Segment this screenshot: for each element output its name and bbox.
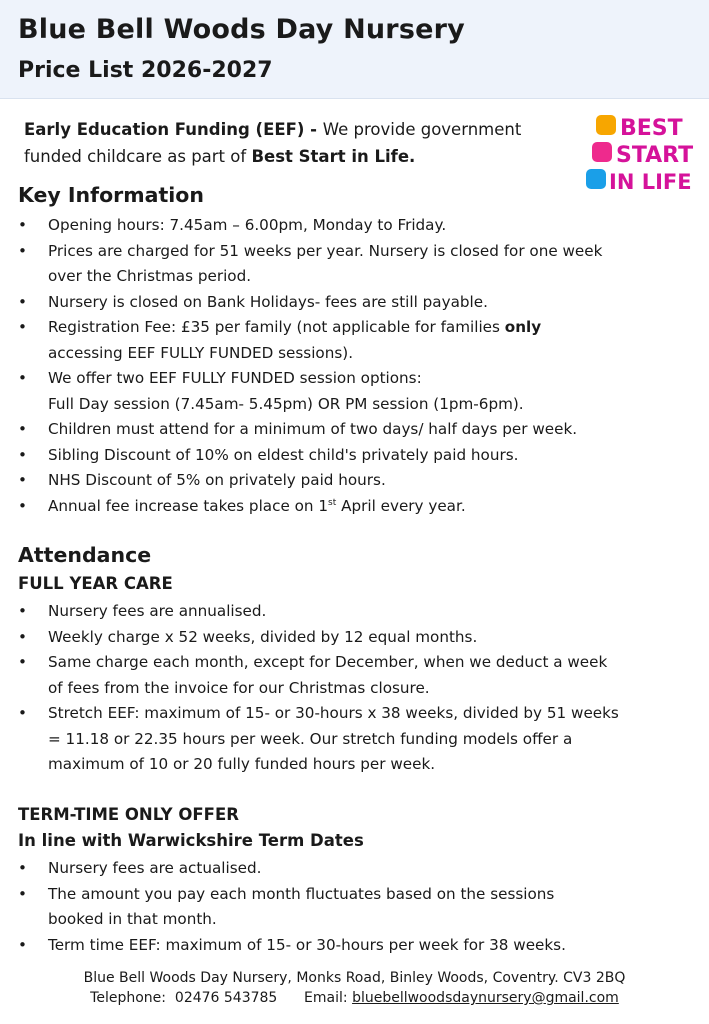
key-info-heading: Key Information <box>18 183 204 207</box>
email-label: Email: <box>304 990 348 1006</box>
logo-orange-block <box>596 115 616 135</box>
list-item: • Registration Fee: £35 per family (not applicable for families only accessing EEF FULLY FUNDED sessions). <box>18 315 698 366</box>
list-item: • NHS Discount of 5% on privately paid hours. <box>18 468 698 494</box>
key-info-list <box>18 213 698 519</box>
eef-text-2: funded childcare as part of <box>24 147 252 166</box>
attendance-heading: Attendance <box>18 543 152 567</box>
footer-address: Blue Bell Woods Day Nursery, Monks Road, Binley Woods, Coventry. CV3 2BQ <box>83 970 626 986</box>
list-item: • Same charge each month, except for December, when we deduct a week of fees from the invoice for our Christmas closure. <box>18 650 698 701</box>
best-start-name: Best Start in Life. <box>251 147 416 166</box>
list-item: • Term time EEF: maximum of 15- or 30-hours per week for 38 weeks. <box>18 933 698 959</box>
term-time-list <box>18 856 698 958</box>
list-item: • Weekly charge x 52 weeks, divided by 12 equal months. <box>18 625 698 651</box>
page-title: Blue Bell Woods Day Nursery <box>18 14 465 45</box>
list-item: • Sibling Discount of 10% on eldest child's privately paid hours. <box>18 443 698 469</box>
list-item: • Opening hours: 7.45am – 6.00pm, Monday to Friday. <box>18 213 698 239</box>
best-start-logo <box>582 112 707 194</box>
page-header <box>0 0 709 99</box>
list-item: • Stretch EEF: maximum of 15- or 30-hours x 38 weeks, divided by 51 weeks = 11.18 or 22.35 hours per week. Our stretch funding models offer a maximum of 10 or 20 fully funded hours per week. <box>18 701 698 778</box>
list-item: • Nursery fees are annualised. <box>18 599 698 625</box>
logo-pink-block <box>592 142 612 162</box>
list-item: • Nursery fees are actualised. <box>18 856 698 882</box>
eef-intro <box>24 116 589 170</box>
list-item: • The amount you pay each month fluctuates based on the sessions booked in that month. <box>18 882 698 933</box>
list-item: • Prices are charged for 51 weeks per year. Nursery is closed for one week over the Christmas period. <box>18 239 698 290</box>
full-year-care-list <box>18 599 698 778</box>
page-footer <box>0 970 709 1006</box>
logo-word-start: START <box>616 143 694 168</box>
eef-text-1: We provide government <box>322 120 522 139</box>
full-year-care-heading: FULL YEAR CARE <box>18 574 173 593</box>
list-item: • We offer two EEF FULLY FUNDED session options: Full Day session (7.45am- 5.45pm) OR PM session (1pm-6pm). <box>18 366 698 417</box>
logo-word-best: BEST <box>620 116 683 141</box>
page-subtitle: Price List 2026-2027 <box>18 58 273 83</box>
telephone-number: 02476 543785 <box>174 990 278 1006</box>
eef-label: Early Education Funding (EEF) - <box>24 120 323 139</box>
term-time-subheading: In line with Warwickshire Term Dates <box>18 831 364 850</box>
list-item: • Annual fee increase takes place on 1st April every year. <box>18 494 698 520</box>
logo-blue-block <box>586 169 606 189</box>
term-time-heading: TERM-TIME ONLY OFFER <box>18 805 239 824</box>
list-item: • Nursery is closed on Bank Holidays- fees are still payable. <box>18 290 698 316</box>
list-item: • Children must attend for a minimum of two days/ half days per week. <box>18 417 698 443</box>
logo-word-in-life: IN LIFE <box>609 170 692 194</box>
telephone-label: Telephone: <box>90 990 166 1006</box>
email-link[interactable]: bluebellwoodsdaynursery@gmail.com <box>352 990 619 1006</box>
